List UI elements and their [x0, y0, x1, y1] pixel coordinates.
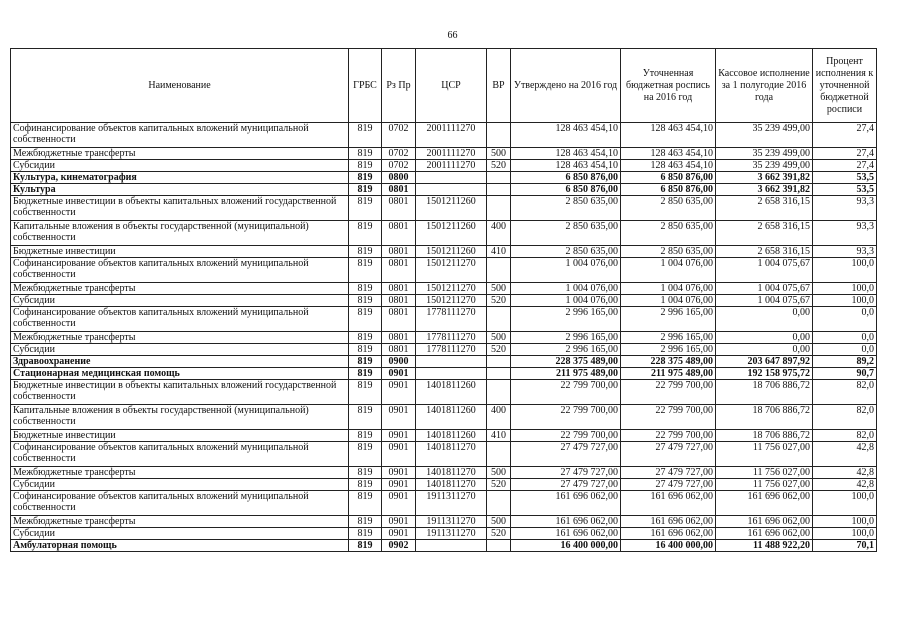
cell-refined: 228 375 489,00 — [621, 356, 716, 368]
cell-rz-pr: 0801 — [382, 332, 416, 344]
cell-approved: 1 004 076,00 — [511, 295, 621, 307]
cell-approved: 161 696 062,00 — [511, 528, 621, 540]
cell-approved: 2 850 635,00 — [511, 246, 621, 258]
cell-approved: 6 850 876,00 — [511, 184, 621, 196]
cell-vr: 500 — [487, 467, 511, 479]
cell-refined: 27 479 727,00 — [621, 467, 716, 479]
cell-name: Субсидии — [11, 295, 349, 307]
cell-grbs: 819 — [349, 356, 382, 368]
table-row — [11, 516, 877, 528]
cell-name: Бюджетные инвестиции — [11, 246, 349, 258]
cell-grbs: 819 — [349, 442, 382, 467]
cell-rz-pr: 0901 — [382, 430, 416, 442]
table-row — [11, 430, 877, 442]
cell-vr — [487, 368, 511, 380]
cell-csr: 1911311270 — [416, 491, 487, 516]
table-row — [11, 332, 877, 344]
table-row — [11, 405, 877, 430]
cell-csr: 1401811260 — [416, 405, 487, 430]
cell-vr: 520 — [487, 344, 511, 356]
cell-grbs: 819 — [349, 258, 382, 283]
cell-csr: 1501211270 — [416, 295, 487, 307]
cell-grbs: 819 — [349, 405, 382, 430]
cell-approved: 27 479 727,00 — [511, 467, 621, 479]
cell-csr: 1778111270 — [416, 344, 487, 356]
cell-approved: 2 850 635,00 — [511, 221, 621, 246]
cell-rz-pr: 0901 — [382, 528, 416, 540]
cell-refined: 1 004 076,00 — [621, 283, 716, 295]
cell-percent: 93,3 — [813, 196, 877, 221]
table-row — [11, 172, 877, 184]
cell-cash: 0,00 — [716, 332, 813, 344]
cell-percent: 0,0 — [813, 307, 877, 332]
table-row — [11, 295, 877, 307]
cell-csr — [416, 368, 487, 380]
cell-percent: 82,0 — [813, 380, 877, 405]
cell-refined: 1 004 076,00 — [621, 258, 716, 283]
cell-percent: 100,0 — [813, 283, 877, 295]
cell-rz-pr: 0801 — [382, 307, 416, 332]
cell-cash: 18 706 886,72 — [716, 405, 813, 430]
cell-refined: 22 799 700,00 — [621, 405, 716, 430]
table-row — [11, 123, 877, 148]
header-approved: Утверждено на 2016 год — [511, 49, 621, 123]
cell-vr — [487, 123, 511, 148]
cell-percent: 53,5 — [813, 184, 877, 196]
cell-csr: 1501211260 — [416, 221, 487, 246]
cell-approved: 161 696 062,00 — [511, 516, 621, 528]
cell-grbs: 819 — [349, 479, 382, 491]
table-row — [11, 283, 877, 295]
cell-grbs: 819 — [349, 196, 382, 221]
cell-grbs: 819 — [349, 344, 382, 356]
cell-cash: 18 706 886,72 — [716, 380, 813, 405]
cell-percent: 42,8 — [813, 479, 877, 491]
cell-vr — [487, 540, 511, 552]
cell-csr: 1501211260 — [416, 196, 487, 221]
cell-cash: 161 696 062,00 — [716, 516, 813, 528]
cell-refined: 161 696 062,00 — [621, 528, 716, 540]
cell-approved: 2 996 165,00 — [511, 307, 621, 332]
cell-vr — [487, 442, 511, 467]
cell-approved: 16 400 000,00 — [511, 540, 621, 552]
cell-grbs: 819 — [349, 123, 382, 148]
cell-cash: 1 004 075,67 — [716, 258, 813, 283]
cell-refined: 128 463 454,10 — [621, 148, 716, 160]
cell-rz-pr: 0801 — [382, 295, 416, 307]
cell-percent: 90,7 — [813, 368, 877, 380]
cell-grbs: 819 — [349, 295, 382, 307]
table-row — [11, 160, 877, 172]
cell-percent: 100,0 — [813, 491, 877, 516]
cell-name: Софинансирование объектов капитальных вложений муниципальной собственности — [11, 307, 349, 332]
cell-rz-pr: 0800 — [382, 172, 416, 184]
cell-vr: 500 — [487, 516, 511, 528]
cell-vr — [487, 258, 511, 283]
cell-vr: 500 — [487, 148, 511, 160]
cell-vr: 500 — [487, 283, 511, 295]
cell-rz-pr: 0902 — [382, 540, 416, 552]
cell-csr — [416, 172, 487, 184]
cell-refined: 2 996 165,00 — [621, 332, 716, 344]
header-percent: Процент исполнения к уточненной бюджетной росписи — [813, 49, 877, 123]
table-row — [11, 307, 877, 332]
cell-percent: 70,1 — [813, 540, 877, 552]
cell-rz-pr: 0702 — [382, 148, 416, 160]
cell-approved: 6 850 876,00 — [511, 172, 621, 184]
cell-grbs: 819 — [349, 283, 382, 295]
cell-vr — [487, 172, 511, 184]
cell-grbs: 819 — [349, 246, 382, 258]
cell-name: Капитальные вложения в объекты государственной (муниципальной) собственности — [11, 221, 349, 246]
cell-name: Бюджетные инвестиции в объекты капитальных вложений государственной собственности — [11, 196, 349, 221]
cell-csr: 1501211270 — [416, 283, 487, 295]
cell-refined: 6 850 876,00 — [621, 184, 716, 196]
header-cash: Кассовое исполнение за 1 полугодие 2016 года — [716, 49, 813, 123]
cell-cash: 3 662 391,82 — [716, 172, 813, 184]
cell-cash: 11 756 027,00 — [716, 442, 813, 467]
cell-approved: 161 696 062,00 — [511, 491, 621, 516]
cell-grbs: 819 — [349, 540, 382, 552]
cell-cash: 11 756 027,00 — [716, 467, 813, 479]
cell-name: Субсидии — [11, 479, 349, 491]
cell-approved: 2 850 635,00 — [511, 196, 621, 221]
cell-refined: 27 479 727,00 — [621, 479, 716, 491]
cell-name: Культура — [11, 184, 349, 196]
cell-approved: 211 975 489,00 — [511, 368, 621, 380]
cell-approved: 1 004 076,00 — [511, 283, 621, 295]
table-row — [11, 380, 877, 405]
cell-approved: 1 004 076,00 — [511, 258, 621, 283]
cell-cash: 3 662 391,82 — [716, 184, 813, 196]
cell-rz-pr: 0702 — [382, 123, 416, 148]
header-csr: ЦСР — [416, 49, 487, 123]
cell-percent: 93,3 — [813, 246, 877, 258]
cell-rz-pr: 0801 — [382, 196, 416, 221]
cell-approved: 27 479 727,00 — [511, 479, 621, 491]
cell-csr: 1401811260 — [416, 380, 487, 405]
cell-name: Бюджетные инвестиции в объекты капитальных вложений государственной собственности — [11, 380, 349, 405]
cell-rz-pr: 0901 — [382, 467, 416, 479]
cell-vr — [487, 184, 511, 196]
cell-grbs: 819 — [349, 467, 382, 479]
cell-percent: 100,0 — [813, 516, 877, 528]
cell-percent: 42,8 — [813, 467, 877, 479]
cell-csr — [416, 356, 487, 368]
cell-cash: 35 239 499,00 — [716, 123, 813, 148]
cell-cash: 35 239 499,00 — [716, 148, 813, 160]
cell-cash: 203 647 897,92 — [716, 356, 813, 368]
cell-grbs: 819 — [349, 307, 382, 332]
header-refined: Уточненная бюджетная роспись на 2016 год — [621, 49, 716, 123]
table-row — [11, 356, 877, 368]
table-header-row — [11, 49, 877, 123]
cell-grbs: 819 — [349, 332, 382, 344]
cell-csr: 2001111270 — [416, 160, 487, 172]
cell-percent: 82,0 — [813, 405, 877, 430]
cell-csr — [416, 540, 487, 552]
cell-cash: 0,00 — [716, 307, 813, 332]
cell-refined: 161 696 062,00 — [621, 491, 716, 516]
cell-grbs: 819 — [349, 184, 382, 196]
cell-approved: 2 996 165,00 — [511, 344, 621, 356]
cell-rz-pr: 0801 — [382, 221, 416, 246]
cell-approved: 128 463 454,10 — [511, 160, 621, 172]
table-row — [11, 246, 877, 258]
table-row — [11, 467, 877, 479]
cell-refined: 2 996 165,00 — [621, 307, 716, 332]
cell-approved: 22 799 700,00 — [511, 380, 621, 405]
cell-name: Здравоохранение — [11, 356, 349, 368]
cell-refined: 211 975 489,00 — [621, 368, 716, 380]
cell-csr: 1501211270 — [416, 258, 487, 283]
cell-cash: 2 658 316,15 — [716, 196, 813, 221]
cell-cash: 1 004 075,67 — [716, 295, 813, 307]
cell-rz-pr: 0801 — [382, 246, 416, 258]
cell-refined: 22 799 700,00 — [621, 430, 716, 442]
cell-name: Межбюджетные трансферты — [11, 283, 349, 295]
header-name: Наименование — [11, 49, 349, 123]
cell-rz-pr: 0901 — [382, 442, 416, 467]
cell-refined: 2 850 635,00 — [621, 246, 716, 258]
cell-rz-pr: 0901 — [382, 491, 416, 516]
cell-approved: 228 375 489,00 — [511, 356, 621, 368]
cell-vr — [487, 356, 511, 368]
cell-cash: 11 488 922,20 — [716, 540, 813, 552]
cell-vr: 400 — [487, 405, 511, 430]
cell-cash: 1 004 075,67 — [716, 283, 813, 295]
cell-name: Субсидии — [11, 344, 349, 356]
cell-refined: 128 463 454,10 — [621, 160, 716, 172]
cell-csr — [416, 184, 487, 196]
cell-rz-pr: 0901 — [382, 380, 416, 405]
cell-grbs: 819 — [349, 528, 382, 540]
cell-vr — [487, 307, 511, 332]
cell-rz-pr: 0801 — [382, 184, 416, 196]
cell-vr: 520 — [487, 479, 511, 491]
table-row — [11, 368, 877, 380]
cell-vr: 520 — [487, 528, 511, 540]
cell-cash: 0,00 — [716, 344, 813, 356]
cell-percent: 89,2 — [813, 356, 877, 368]
cell-grbs: 819 — [349, 148, 382, 160]
cell-rz-pr: 0702 — [382, 160, 416, 172]
cell-csr: 1778111270 — [416, 307, 487, 332]
cell-refined: 161 696 062,00 — [621, 516, 716, 528]
cell-approved: 22 799 700,00 — [511, 430, 621, 442]
cell-refined: 1 004 076,00 — [621, 295, 716, 307]
cell-name: Межбюджетные трансферты — [11, 516, 349, 528]
header-rz-pr: Рз Пр — [382, 49, 416, 123]
cell-approved: 22 799 700,00 — [511, 405, 621, 430]
table-row — [11, 491, 877, 516]
table-row — [11, 528, 877, 540]
cell-cash: 161 696 062,00 — [716, 491, 813, 516]
cell-name: Межбюджетные трансферты — [11, 467, 349, 479]
cell-approved: 128 463 454,10 — [511, 123, 621, 148]
budget-execution-table — [10, 48, 877, 552]
cell-approved: 27 479 727,00 — [511, 442, 621, 467]
cell-refined: 2 996 165,00 — [621, 344, 716, 356]
cell-vr — [487, 196, 511, 221]
cell-percent: 27,4 — [813, 123, 877, 148]
cell-percent: 100,0 — [813, 258, 877, 283]
cell-csr: 2001111270 — [416, 148, 487, 160]
cell-name: Софинансирование объектов капитальных вложений муниципальной собственности — [11, 123, 349, 148]
cell-name: Софинансирование объектов капитальных вложений муниципальной собственности — [11, 258, 349, 283]
cell-vr: 410 — [487, 430, 511, 442]
cell-refined: 128 463 454,10 — [621, 123, 716, 148]
cell-rz-pr: 0801 — [382, 344, 416, 356]
cell-grbs: 819 — [349, 160, 382, 172]
cell-grbs: 819 — [349, 221, 382, 246]
cell-grbs: 819 — [349, 430, 382, 442]
cell-percent: 27,4 — [813, 148, 877, 160]
cell-cash: 2 658 316,15 — [716, 246, 813, 258]
cell-csr: 2001111270 — [416, 123, 487, 148]
cell-percent: 0,0 — [813, 332, 877, 344]
cell-percent: 100,0 — [813, 295, 877, 307]
cell-name: Бюджетные инвестиции — [11, 430, 349, 442]
table-row — [11, 221, 877, 246]
cell-name: Софинансирование объектов капитальных вложений муниципальной собственности — [11, 491, 349, 516]
cell-csr: 1911311270 — [416, 516, 487, 528]
cell-csr: 1501211260 — [416, 246, 487, 258]
cell-rz-pr: 0901 — [382, 405, 416, 430]
cell-percent: 42,8 — [813, 442, 877, 467]
cell-cash: 161 696 062,00 — [716, 528, 813, 540]
cell-csr: 1401811270 — [416, 442, 487, 467]
header-vr: ВР — [487, 49, 511, 123]
cell-vr: 500 — [487, 332, 511, 344]
header-grbs: ГРБС — [349, 49, 382, 123]
cell-rz-pr: 0901 — [382, 516, 416, 528]
cell-name: Субсидии — [11, 160, 349, 172]
cell-cash: 192 158 975,72 — [716, 368, 813, 380]
cell-rz-pr: 0901 — [382, 368, 416, 380]
cell-cash: 35 239 499,00 — [716, 160, 813, 172]
table-row — [11, 442, 877, 467]
table-row — [11, 148, 877, 160]
cell-refined: 22 799 700,00 — [621, 380, 716, 405]
cell-vr: 520 — [487, 160, 511, 172]
cell-csr: 1778111270 — [416, 332, 487, 344]
cell-grbs: 819 — [349, 380, 382, 405]
cell-name: Амбулаторная помощь — [11, 540, 349, 552]
table-row — [11, 184, 877, 196]
cell-vr — [487, 380, 511, 405]
cell-percent: 27,4 — [813, 160, 877, 172]
cell-name: Капитальные вложения в объекты государственной (муниципальной) собственности — [11, 405, 349, 430]
cell-rz-pr: 0801 — [382, 283, 416, 295]
cell-approved: 128 463 454,10 — [511, 148, 621, 160]
table-row — [11, 344, 877, 356]
cell-csr: 1401811270 — [416, 479, 487, 491]
cell-grbs: 819 — [349, 516, 382, 528]
table-body — [11, 123, 877, 552]
page-number: 66 — [447, 30, 458, 41]
cell-grbs: 819 — [349, 368, 382, 380]
cell-percent: 0,0 — [813, 344, 877, 356]
cell-name: Межбюджетные трансферты — [11, 332, 349, 344]
cell-cash: 11 756 027,00 — [716, 479, 813, 491]
cell-name: Стационарная медицинская помощь — [11, 368, 349, 380]
table-row — [11, 258, 877, 283]
table-row — [11, 196, 877, 221]
cell-vr: 400 — [487, 221, 511, 246]
cell-vr: 520 — [487, 295, 511, 307]
cell-csr: 1401811260 — [416, 430, 487, 442]
cell-vr — [487, 491, 511, 516]
cell-grbs: 819 — [349, 172, 382, 184]
table-row — [11, 540, 877, 552]
cell-rz-pr: 0901 — [382, 479, 416, 491]
cell-name: Софинансирование объектов капитальных вложений муниципальной собственности — [11, 442, 349, 467]
cell-percent: 93,3 — [813, 221, 877, 246]
cell-refined: 27 479 727,00 — [621, 442, 716, 467]
cell-vr: 410 — [487, 246, 511, 258]
cell-refined: 6 850 876,00 — [621, 172, 716, 184]
cell-rz-pr: 0801 — [382, 258, 416, 283]
cell-refined: 16 400 000,00 — [621, 540, 716, 552]
cell-rz-pr: 0900 — [382, 356, 416, 368]
cell-name: Межбюджетные трансферты — [11, 148, 349, 160]
cell-refined: 2 850 635,00 — [621, 221, 716, 246]
cell-cash: 2 658 316,15 — [716, 221, 813, 246]
cell-grbs: 819 — [349, 491, 382, 516]
table-row — [11, 479, 877, 491]
cell-refined: 2 850 635,00 — [621, 196, 716, 221]
cell-percent: 100,0 — [813, 528, 877, 540]
cell-percent: 82,0 — [813, 430, 877, 442]
cell-cash: 18 706 886,72 — [716, 430, 813, 442]
cell-approved: 2 996 165,00 — [511, 332, 621, 344]
cell-name: Субсидии — [11, 528, 349, 540]
cell-percent: 53,5 — [813, 172, 877, 184]
cell-csr: 1401811270 — [416, 467, 487, 479]
cell-name: Культура, кинематография — [11, 172, 349, 184]
cell-csr: 1911311270 — [416, 528, 487, 540]
